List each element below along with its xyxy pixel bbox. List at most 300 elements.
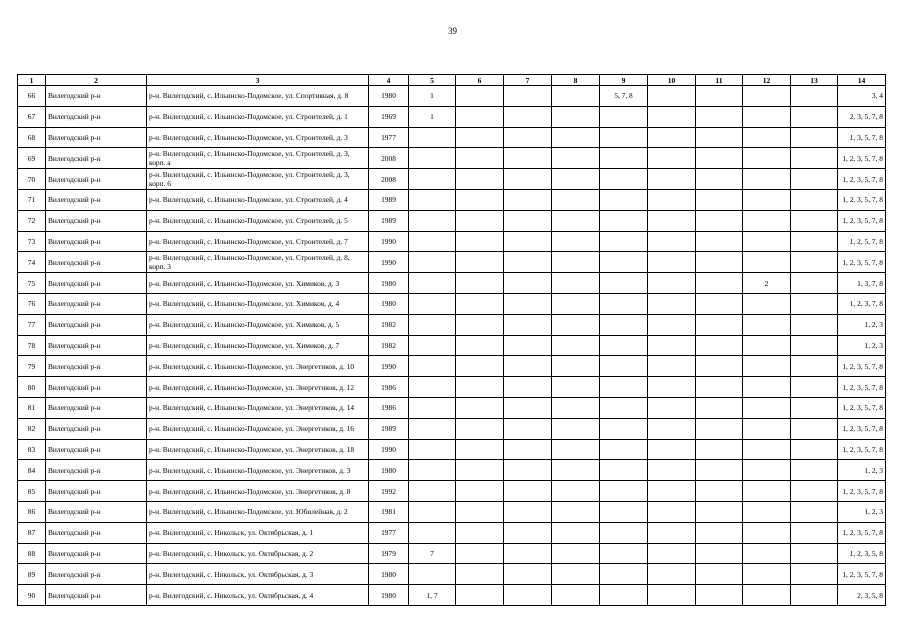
col12-cell	[743, 335, 791, 356]
col13-cell	[791, 439, 838, 460]
col5-cell: 7	[409, 543, 456, 564]
col5-cell	[409, 439, 456, 460]
col9-cell	[600, 522, 648, 543]
col11-cell	[696, 106, 743, 127]
address-cell: р-н. Вилегодский, с. Ильинско-Подомское, ул. Строителей, д. 5	[147, 210, 369, 231]
table-row	[18, 522, 886, 543]
col9-cell	[600, 501, 648, 522]
col11-cell	[696, 169, 743, 190]
district-cell: Вилегодский р-н	[46, 460, 147, 481]
col11-cell	[696, 231, 743, 252]
district-cell: Вилегодский р-н	[46, 252, 147, 273]
row-number-cell: 68	[18, 127, 46, 148]
col14-cell: 1, 2, 3, 5, 7, 8	[838, 522, 886, 543]
col10-cell	[648, 231, 696, 252]
col8-cell	[552, 314, 600, 335]
address-cell: р-н. Вилегодский, с. Ильинско-Подомское, ул. Энергетиков, д. 16	[147, 418, 369, 439]
col5-cell	[409, 522, 456, 543]
col9-cell	[600, 148, 648, 169]
col8-cell	[552, 148, 600, 169]
col8-cell	[552, 210, 600, 231]
district-cell: Вилегодский р-н	[46, 210, 147, 231]
col12-cell	[743, 460, 791, 481]
col6-cell	[456, 86, 504, 107]
table-row	[18, 564, 886, 585]
col6-cell	[456, 127, 504, 148]
col8-cell	[552, 397, 600, 418]
address-cell: р-н. Вилегодский, с. Ильинско-Подомское, ул. Химиков, д. 3	[147, 273, 369, 294]
col14-cell: 1, 2, 3, 5, 7, 8	[838, 252, 886, 273]
year-cell: 1980	[369, 585, 409, 606]
col11-cell	[696, 86, 743, 107]
col11-cell	[696, 293, 743, 314]
col13-cell	[791, 86, 838, 107]
year-cell: 1989	[369, 189, 409, 210]
district-cell: Вилегодский р-н	[46, 377, 147, 398]
col5-cell	[409, 210, 456, 231]
col12-cell: 2	[743, 273, 791, 294]
col7-cell	[504, 481, 552, 502]
col10-cell	[648, 314, 696, 335]
col9-cell: 5, 7, 8	[600, 86, 648, 107]
col14-cell: 3, 4	[838, 86, 886, 107]
col13-cell	[791, 314, 838, 335]
col6-cell	[456, 460, 504, 481]
year-cell: 2008	[369, 148, 409, 169]
table-row	[18, 231, 886, 252]
address-cell: р-н. Вилегодский, с. Ильинско-Подомское, ул. Строителей, д. 1	[147, 106, 369, 127]
col7-cell	[504, 335, 552, 356]
col11-cell	[696, 397, 743, 418]
col11-cell	[696, 252, 743, 273]
row-number-cell: 74	[18, 252, 46, 273]
col13-cell	[791, 356, 838, 377]
col10-cell	[648, 564, 696, 585]
address-cell: р-н. Вилегодский, с. Ильинско-Подомское, ул. Энергетиков, д. 10	[147, 356, 369, 377]
col5-cell	[409, 127, 456, 148]
col13-cell	[791, 231, 838, 252]
row-number-cell: 75	[18, 273, 46, 294]
col13-cell	[791, 418, 838, 439]
year-cell: 1980	[369, 273, 409, 294]
col5-cell	[409, 148, 456, 169]
row-number-cell: 87	[18, 522, 46, 543]
table-row	[18, 481, 886, 502]
col9-cell	[600, 418, 648, 439]
col5-cell	[409, 460, 456, 481]
col14-cell: 1, 2, 3	[838, 314, 886, 335]
row-number-cell: 86	[18, 501, 46, 522]
col8-cell	[552, 522, 600, 543]
col6-cell	[456, 231, 504, 252]
row-number-cell: 71	[18, 189, 46, 210]
col10-cell	[648, 356, 696, 377]
col7-cell	[504, 293, 552, 314]
col10-cell	[648, 273, 696, 294]
col10-cell	[648, 189, 696, 210]
column-header: 7	[504, 75, 552, 86]
col13-cell	[791, 293, 838, 314]
address-cell: р-н. Вилегодский, с. Ильинско-Подомское, ул. Строителей, д. 3, корп. а	[147, 148, 369, 169]
col6-cell	[456, 106, 504, 127]
district-cell: Вилегодский р-н	[46, 293, 147, 314]
col9-cell	[600, 335, 648, 356]
col8-cell	[552, 585, 600, 606]
col8-cell	[552, 106, 600, 127]
col14-cell: 2, 3, 5, 8	[838, 585, 886, 606]
col6-cell	[456, 210, 504, 231]
col8-cell	[552, 356, 600, 377]
row-number-cell: 85	[18, 481, 46, 502]
col6-cell	[456, 252, 504, 273]
col10-cell	[648, 106, 696, 127]
address-cell: р-н. Вилегодский, с. Ильинско-Подомское, ул. Химиков, д. 7	[147, 335, 369, 356]
col11-cell	[696, 481, 743, 502]
col14-cell: 1, 2, 3, 5, 7, 8	[838, 377, 886, 398]
col14-cell: 1, 2, 3, 7, 8	[838, 293, 886, 314]
col7-cell	[504, 127, 552, 148]
col12-cell	[743, 169, 791, 190]
col5-cell	[409, 169, 456, 190]
col10-cell	[648, 148, 696, 169]
col8-cell	[552, 293, 600, 314]
address-cell: р-н. Вилегодский, с. Ильинско-Подомское, ул. Химиков, д. 5	[147, 314, 369, 335]
col6-cell	[456, 293, 504, 314]
col8-cell	[552, 501, 600, 522]
col9-cell	[600, 252, 648, 273]
col9-cell	[600, 273, 648, 294]
year-cell: 1980	[369, 86, 409, 107]
col11-cell	[696, 356, 743, 377]
col13-cell	[791, 189, 838, 210]
column-header: 4	[369, 75, 409, 86]
year-cell: 1977	[369, 522, 409, 543]
col6-cell	[456, 418, 504, 439]
col7-cell	[504, 460, 552, 481]
data-table	[17, 74, 886, 606]
year-cell: 1990	[369, 439, 409, 460]
col6-cell	[456, 169, 504, 190]
col5-cell: 1	[409, 86, 456, 107]
col12-cell	[743, 231, 791, 252]
col14-cell: 1, 2, 3, 5, 8	[838, 543, 886, 564]
district-cell: Вилегодский р-н	[46, 397, 147, 418]
table-row	[18, 106, 886, 127]
col12-cell	[743, 564, 791, 585]
row-number-cell: 76	[18, 293, 46, 314]
col14-cell: 1, 2, 3	[838, 501, 886, 522]
col12-cell	[743, 522, 791, 543]
col13-cell	[791, 273, 838, 294]
col11-cell	[696, 273, 743, 294]
row-number-cell: 70	[18, 169, 46, 190]
address-cell: р-н. Вилегодский, с. Ильинско-Подомское, ул. Строителей, д. 3, корп. 6	[147, 169, 369, 190]
col10-cell	[648, 585, 696, 606]
address-cell: р-н. Вилегодский, с. Ильинско-Подомское, ул. Спортивная, д. 8	[147, 86, 369, 107]
address-cell: р-н. Вилегодский, с. Никольск, ул. Октябрьская, д. 1	[147, 522, 369, 543]
col7-cell	[504, 314, 552, 335]
table-row	[18, 543, 886, 564]
row-number-cell: 89	[18, 564, 46, 585]
col10-cell	[648, 418, 696, 439]
col10-cell	[648, 127, 696, 148]
col13-cell	[791, 169, 838, 190]
col8-cell	[552, 169, 600, 190]
col6-cell	[456, 356, 504, 377]
column-header: 1	[18, 75, 46, 86]
district-cell: Вилегодский р-н	[46, 273, 147, 294]
col13-cell	[791, 481, 838, 502]
col9-cell	[600, 314, 648, 335]
year-cell: 1990	[369, 252, 409, 273]
col9-cell	[600, 189, 648, 210]
col10-cell	[648, 460, 696, 481]
col8-cell	[552, 564, 600, 585]
col7-cell	[504, 86, 552, 107]
col12-cell	[743, 481, 791, 502]
col7-cell	[504, 377, 552, 398]
row-number-cell: 88	[18, 543, 46, 564]
col12-cell	[743, 293, 791, 314]
col6-cell	[456, 377, 504, 398]
address-cell: р-н. Вилегодский, с. Никольск, ул. Октябрьская, д. 3	[147, 564, 369, 585]
row-number-cell: 90	[18, 585, 46, 606]
col12-cell	[743, 189, 791, 210]
col7-cell	[504, 418, 552, 439]
address-cell: р-н. Вилегодский, с. Никольск, ул. Октябрьская, д. 2	[147, 543, 369, 564]
col11-cell	[696, 418, 743, 439]
col14-cell: 1, 2, 3, 5, 7, 8	[838, 356, 886, 377]
row-number-cell: 77	[18, 314, 46, 335]
col6-cell	[456, 314, 504, 335]
col14-cell: 1, 2, 3, 5, 7, 8	[838, 397, 886, 418]
col7-cell	[504, 397, 552, 418]
col12-cell	[743, 397, 791, 418]
column-header: 14	[838, 75, 886, 86]
address-cell: р-н. Вилегодский, с. Ильинско-Подомское, ул. Юбилейная, д. 2	[147, 501, 369, 522]
col14-cell: 1, 2, 3, 5, 7, 8	[838, 564, 886, 585]
col5-cell	[409, 273, 456, 294]
col5-cell	[409, 397, 456, 418]
col13-cell	[791, 397, 838, 418]
col11-cell	[696, 585, 743, 606]
row-number-cell: 69	[18, 148, 46, 169]
col14-cell: 1, 3, 7, 8	[838, 273, 886, 294]
table-row	[18, 460, 886, 481]
year-cell: 1977	[369, 127, 409, 148]
column-header: 8	[552, 75, 600, 86]
col9-cell	[600, 356, 648, 377]
col13-cell	[791, 335, 838, 356]
col6-cell	[456, 335, 504, 356]
col6-cell	[456, 189, 504, 210]
address-cell: р-н. Вилегодский, с. Ильинско-Подомское, ул. Химиков, д. 4	[147, 293, 369, 314]
col5-cell: 1	[409, 106, 456, 127]
address-cell: р-н. Вилегодский, с. Ильинско-Подомское, ул. Энергетиков, д. 14	[147, 397, 369, 418]
year-cell: 1990	[369, 356, 409, 377]
col7-cell	[504, 231, 552, 252]
table-row	[18, 439, 886, 460]
district-cell: Вилегодский р-н	[46, 86, 147, 107]
col12-cell	[743, 106, 791, 127]
col11-cell	[696, 335, 743, 356]
col7-cell	[504, 501, 552, 522]
column-header: 11	[696, 75, 743, 86]
row-number-cell: 66	[18, 86, 46, 107]
year-cell: 1980	[369, 293, 409, 314]
col9-cell	[600, 460, 648, 481]
table-row	[18, 418, 886, 439]
col7-cell	[504, 210, 552, 231]
col5-cell	[409, 564, 456, 585]
col7-cell	[504, 169, 552, 190]
address-cell: р-н. Вилегодский, с. Ильинско-Подомское, ул. Строителей, д. 7	[147, 231, 369, 252]
col8-cell	[552, 377, 600, 398]
col8-cell	[552, 418, 600, 439]
year-cell: 1982	[369, 314, 409, 335]
col13-cell	[791, 522, 838, 543]
col7-cell	[504, 189, 552, 210]
col11-cell	[696, 127, 743, 148]
table-row	[18, 293, 886, 314]
address-cell: р-н. Вилегодский, с. Ильинско-Подомское, ул. Энергетиков, д. 12	[147, 377, 369, 398]
row-number-cell: 84	[18, 460, 46, 481]
table-row	[18, 86, 886, 107]
col10-cell	[648, 522, 696, 543]
col9-cell	[600, 585, 648, 606]
col8-cell	[552, 335, 600, 356]
page-number: 39	[448, 26, 457, 36]
col13-cell	[791, 106, 838, 127]
col14-cell: 1, 2, 3	[838, 460, 886, 481]
table-row	[18, 377, 886, 398]
col13-cell	[791, 564, 838, 585]
col6-cell	[456, 397, 504, 418]
district-cell: Вилегодский р-н	[46, 231, 147, 252]
col10-cell	[648, 397, 696, 418]
col13-cell	[791, 148, 838, 169]
col9-cell	[600, 439, 648, 460]
col12-cell	[743, 585, 791, 606]
col11-cell	[696, 522, 743, 543]
year-cell: 1981	[369, 501, 409, 522]
col6-cell	[456, 585, 504, 606]
year-cell: 1980	[369, 460, 409, 481]
col12-cell	[743, 501, 791, 522]
row-number-cell: 80	[18, 377, 46, 398]
col9-cell	[600, 564, 648, 585]
col7-cell	[504, 543, 552, 564]
col10-cell	[648, 293, 696, 314]
column-header: 5	[409, 75, 456, 86]
col7-cell	[504, 148, 552, 169]
col11-cell	[696, 314, 743, 335]
col5-cell	[409, 418, 456, 439]
district-cell: Вилегодский р-н	[46, 501, 147, 522]
col5-cell	[409, 231, 456, 252]
year-cell: 1990	[369, 231, 409, 252]
col5-cell: 1, 7	[409, 585, 456, 606]
column-header: 13	[791, 75, 838, 86]
table-row	[18, 127, 886, 148]
table-body	[18, 86, 886, 606]
row-number-cell: 83	[18, 439, 46, 460]
col6-cell	[456, 543, 504, 564]
row-number-cell: 81	[18, 397, 46, 418]
col14-cell: 1, 2, 3, 5, 7, 8	[838, 148, 886, 169]
col10-cell	[648, 439, 696, 460]
column-header: 9	[600, 75, 648, 86]
col10-cell	[648, 377, 696, 398]
table-row	[18, 169, 886, 190]
year-cell: 1969	[369, 106, 409, 127]
col5-cell	[409, 501, 456, 522]
col7-cell	[504, 585, 552, 606]
year-cell: 1986	[369, 377, 409, 398]
col12-cell	[743, 252, 791, 273]
col14-cell: 1, 3, 5, 7, 8	[838, 127, 886, 148]
table-row	[18, 585, 886, 606]
col9-cell	[600, 293, 648, 314]
district-cell: Вилегодский р-н	[46, 543, 147, 564]
col10-cell	[648, 335, 696, 356]
col10-cell	[648, 543, 696, 564]
col6-cell	[456, 564, 504, 585]
col8-cell	[552, 189, 600, 210]
col9-cell	[600, 210, 648, 231]
col13-cell	[791, 210, 838, 231]
col7-cell	[504, 356, 552, 377]
row-number-cell: 79	[18, 356, 46, 377]
col9-cell	[600, 397, 648, 418]
row-number-cell: 72	[18, 210, 46, 231]
table-row	[18, 148, 886, 169]
col12-cell	[743, 377, 791, 398]
district-cell: Вилегодский р-н	[46, 189, 147, 210]
table-row	[18, 210, 886, 231]
col12-cell	[743, 314, 791, 335]
col9-cell	[600, 231, 648, 252]
col8-cell	[552, 543, 600, 564]
table-row	[18, 252, 886, 273]
table-row	[18, 314, 886, 335]
district-cell: Вилегодский р-н	[46, 335, 147, 356]
col10-cell	[648, 501, 696, 522]
column-header: 2	[46, 75, 147, 86]
col5-cell	[409, 377, 456, 398]
col8-cell	[552, 460, 600, 481]
col10-cell	[648, 169, 696, 190]
col6-cell	[456, 273, 504, 294]
address-cell: р-н. Вилегодский, с. Никольск, ул. Октябрьская, д. 4	[147, 585, 369, 606]
district-cell: Вилегодский р-н	[46, 481, 147, 502]
col7-cell	[504, 522, 552, 543]
column-header: 12	[743, 75, 791, 86]
table-row	[18, 273, 886, 294]
header-row	[18, 75, 886, 86]
district-cell: Вилегодский р-н	[46, 356, 147, 377]
col5-cell	[409, 314, 456, 335]
col14-cell: 1, 2, 3, 5, 7, 8	[838, 189, 886, 210]
col11-cell	[696, 543, 743, 564]
col14-cell: 1, 2, 3, 5, 7, 8	[838, 418, 886, 439]
col11-cell	[696, 148, 743, 169]
col13-cell	[791, 460, 838, 481]
col9-cell	[600, 377, 648, 398]
district-cell: Вилегодский р-н	[46, 148, 147, 169]
col5-cell	[409, 335, 456, 356]
col7-cell	[504, 106, 552, 127]
